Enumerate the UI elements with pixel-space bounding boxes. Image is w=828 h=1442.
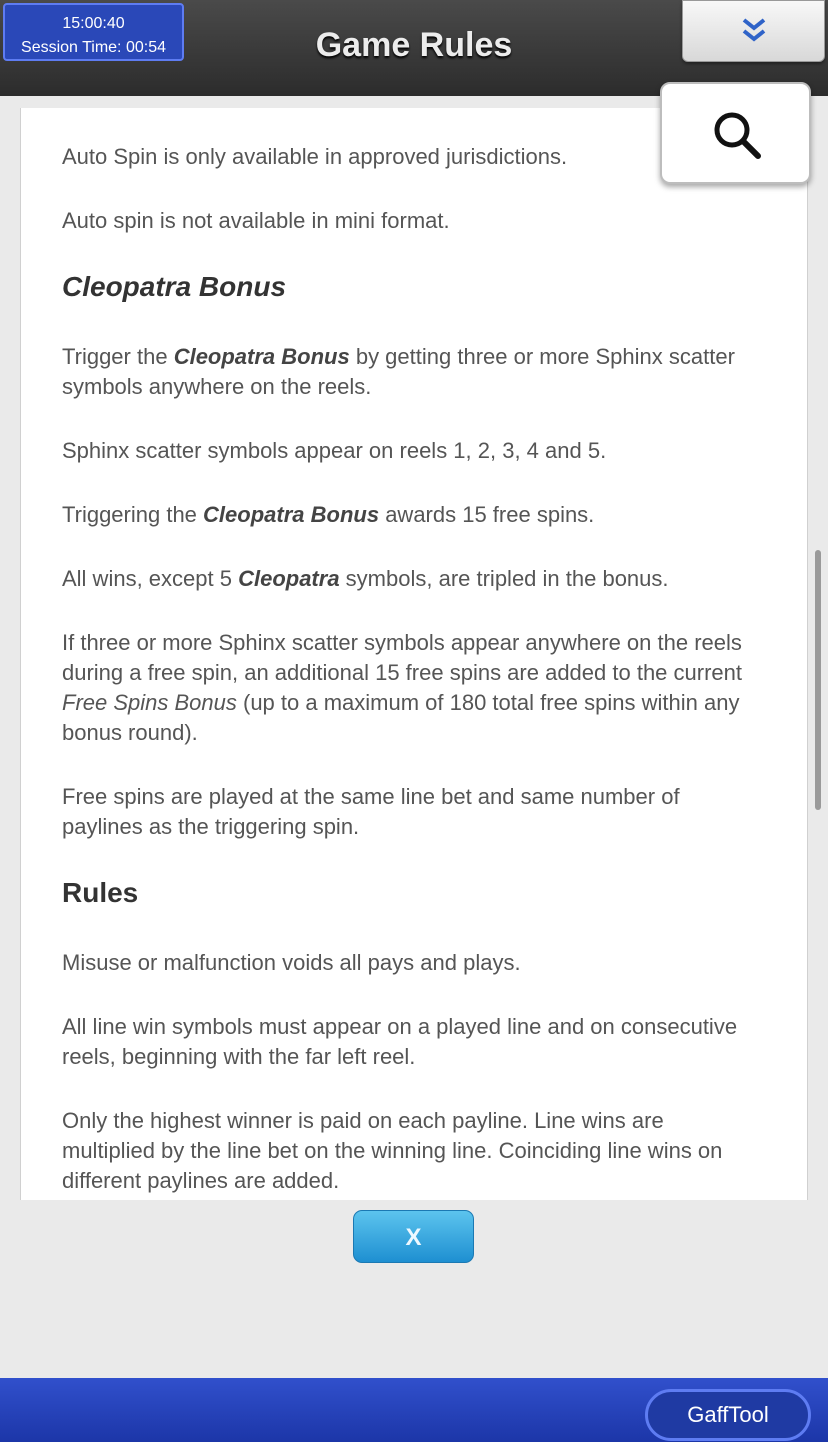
paragraph-line-win: All line win symbols must appear on a played line and on consecutive reels, beginning with the far left reel. xyxy=(62,1014,738,1069)
paragraph-auto-spin-mini: Auto spin is not available in mini format. xyxy=(62,208,450,233)
close-button[interactable]: X xyxy=(353,1210,474,1263)
paragraph-retrigger: If three or more Sphinx scatter symbols appear anywhere on the reels during a free spin, an additional 15 free spins are added to the current Free Spins Bonus (up to a maximum of 180 total free spins within any bonus round). xyxy=(62,630,743,745)
paragraph-misuse: Misuse or malfunction voids all pays and plays. xyxy=(62,950,521,975)
heading-cleopatra-bonus: Cleopatra Bonus xyxy=(62,271,287,302)
rules-scroll-area[interactable] xyxy=(20,108,808,1200)
rules-content xyxy=(62,108,762,1200)
heading-rules: Rules xyxy=(62,877,139,908)
paragraph-free-spins-played: Free spins are played at the same line bet and same number of paylines as the triggering spin. xyxy=(62,784,680,839)
scrollbar[interactable] xyxy=(815,550,821,810)
cut-off-line xyxy=(62,108,762,128)
paragraph-reels: Sphinx scatter symbols appear on reels 1, 2, 3, 4 and 5. xyxy=(62,438,607,463)
paragraph-highest: Only the highest winner is paid on each payline. Line wins are multiplied by the line bet on the winning line. Coinciding line wins on different paylines are added. xyxy=(62,1108,723,1193)
paragraph-auto-spin-jurisdictions: Auto Spin is only available in approved jurisdictions. xyxy=(62,144,568,169)
clock: 15:00:40 xyxy=(62,15,125,32)
paragraph-tripled: All wins, except 5 Cleopatra symbols, are tripled in the bonus. xyxy=(62,566,669,591)
paragraph-awards: Triggering the Cleopatra Bonus awards 15 free spins. xyxy=(62,502,595,527)
paragraph-trigger: Trigger the Cleopatra Bonus by getting three or more Sphinx scatter symbols anywhere on the reels. xyxy=(62,344,735,399)
collapse-button[interactable] xyxy=(682,0,825,62)
footer-bar xyxy=(0,1378,828,1442)
search-button[interactable] xyxy=(660,82,811,184)
session-time: Session Time: 00:54 xyxy=(21,39,166,56)
gafftool-button[interactable]: GaffTool xyxy=(645,1389,811,1441)
page-title: Game Rules xyxy=(315,26,513,64)
search-icon xyxy=(712,110,762,160)
double-chevron-down-icon xyxy=(741,16,767,44)
